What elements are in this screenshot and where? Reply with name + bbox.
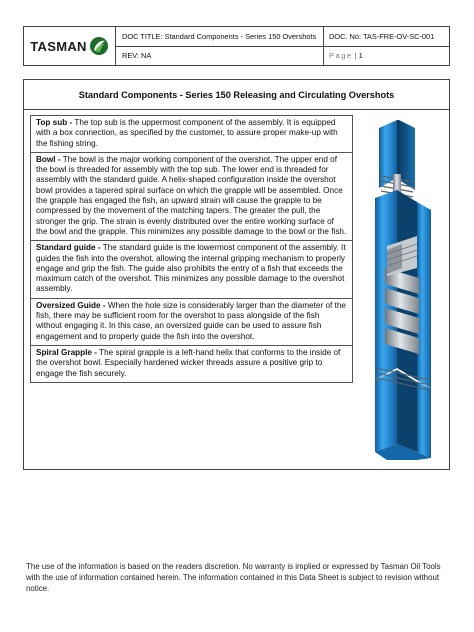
main-content	[23, 79, 450, 470]
section-body: The top sub is the uppermost component of the assembly. It is equipped with a box connection, as specified by the customer, to assure proper make-up with the fishing string.	[36, 118, 338, 148]
document-header	[23, 26, 450, 66]
doc-title: DOC TITLE: Standard Components - Series 150 Overshots	[116, 27, 324, 46]
section-spiral-grapple	[30, 346, 353, 383]
page-separator: |	[354, 51, 357, 61]
section-top-sub	[30, 115, 353, 153]
section-title: Top sub -	[36, 118, 73, 127]
section-oversized-guide	[30, 299, 353, 346]
section-body: The spiral grapple is a left-hand helix that conforms to the inside of the overshot bowl. Especially hardened wicker threads assure a positive grip to engage the fish securely.	[36, 347, 341, 378]
logo-swirl-icon	[89, 36, 109, 56]
page-title: Standard Components - Series 150 Releasing and Circulating Overshots	[24, 80, 449, 110]
section-body: The bowl is the major working component of the overshot. The upper end of the bowl is threaded for assembly with the top sub. The lower end is threaded for assembly with the standard guide. A helix-shaped configuration inside the overshot bowl provides a tapered spiral surface on which the grapple will be assembled. Once the grapple has engaged the fish, an upward strain will cause the grapple to be compressed by the movement of the matching tapers. The greater the pull, the stronger the grip. The strain is evenly distributed over the entire working surface of the bowl and the grapple. This minimizes any possible damage to the bowl or the fish.	[36, 154, 347, 236]
overshot-cutaway-illustration	[357, 118, 447, 460]
components-table	[30, 115, 353, 383]
page-label: Page	[329, 51, 353, 61]
section-title: Oversized Guide -	[36, 300, 106, 310]
company-logo	[24, 27, 116, 65]
section-body: The standard guide is the lowermost component of the assembly. It guides the fish into the overshot, allowing the internal gripping mechanism to properly engage and grip the fish. The guide also prohibits the entry of a fish that exceeds the maximum catch of the overshot. This minimizes any possible damage to the overshot assembly.	[36, 243, 346, 294]
logo-wordmark: TASMAN	[30, 38, 87, 54]
section-title: Bowl -	[36, 154, 61, 164]
disclaimer-text: The use of the information is based on the readers discretion. No warranty is implied or expressed by Tasman Oil Tools with the use of information contained herein. The information contained in this Data Sheet is subject to revision without notice.	[26, 562, 441, 594]
header-row-rev	[116, 46, 449, 66]
header-row-title	[116, 27, 449, 46]
section-standard-guide	[30, 241, 353, 298]
section-bowl	[30, 153, 353, 241]
page-number: 1	[358, 51, 363, 61]
section-title: Spiral Grapple -	[36, 347, 97, 357]
doc-number: DOC. No: TAS-FRE-OV-SC-001	[329, 31, 435, 41]
section-title: Standard guide -	[36, 243, 101, 253]
header-info	[116, 27, 449, 65]
page-indicator	[324, 47, 449, 66]
revision: REV: NA	[116, 47, 324, 66]
section-body: When the hole size is considerably larger than the diameter of the fish, there may be sufficient room for the overshot to pass alongside of the fish without engaging it. In this case, an oversized guide can be used to assure fish engagement and to properly guide the fish into the overshot.	[36, 300, 346, 341]
